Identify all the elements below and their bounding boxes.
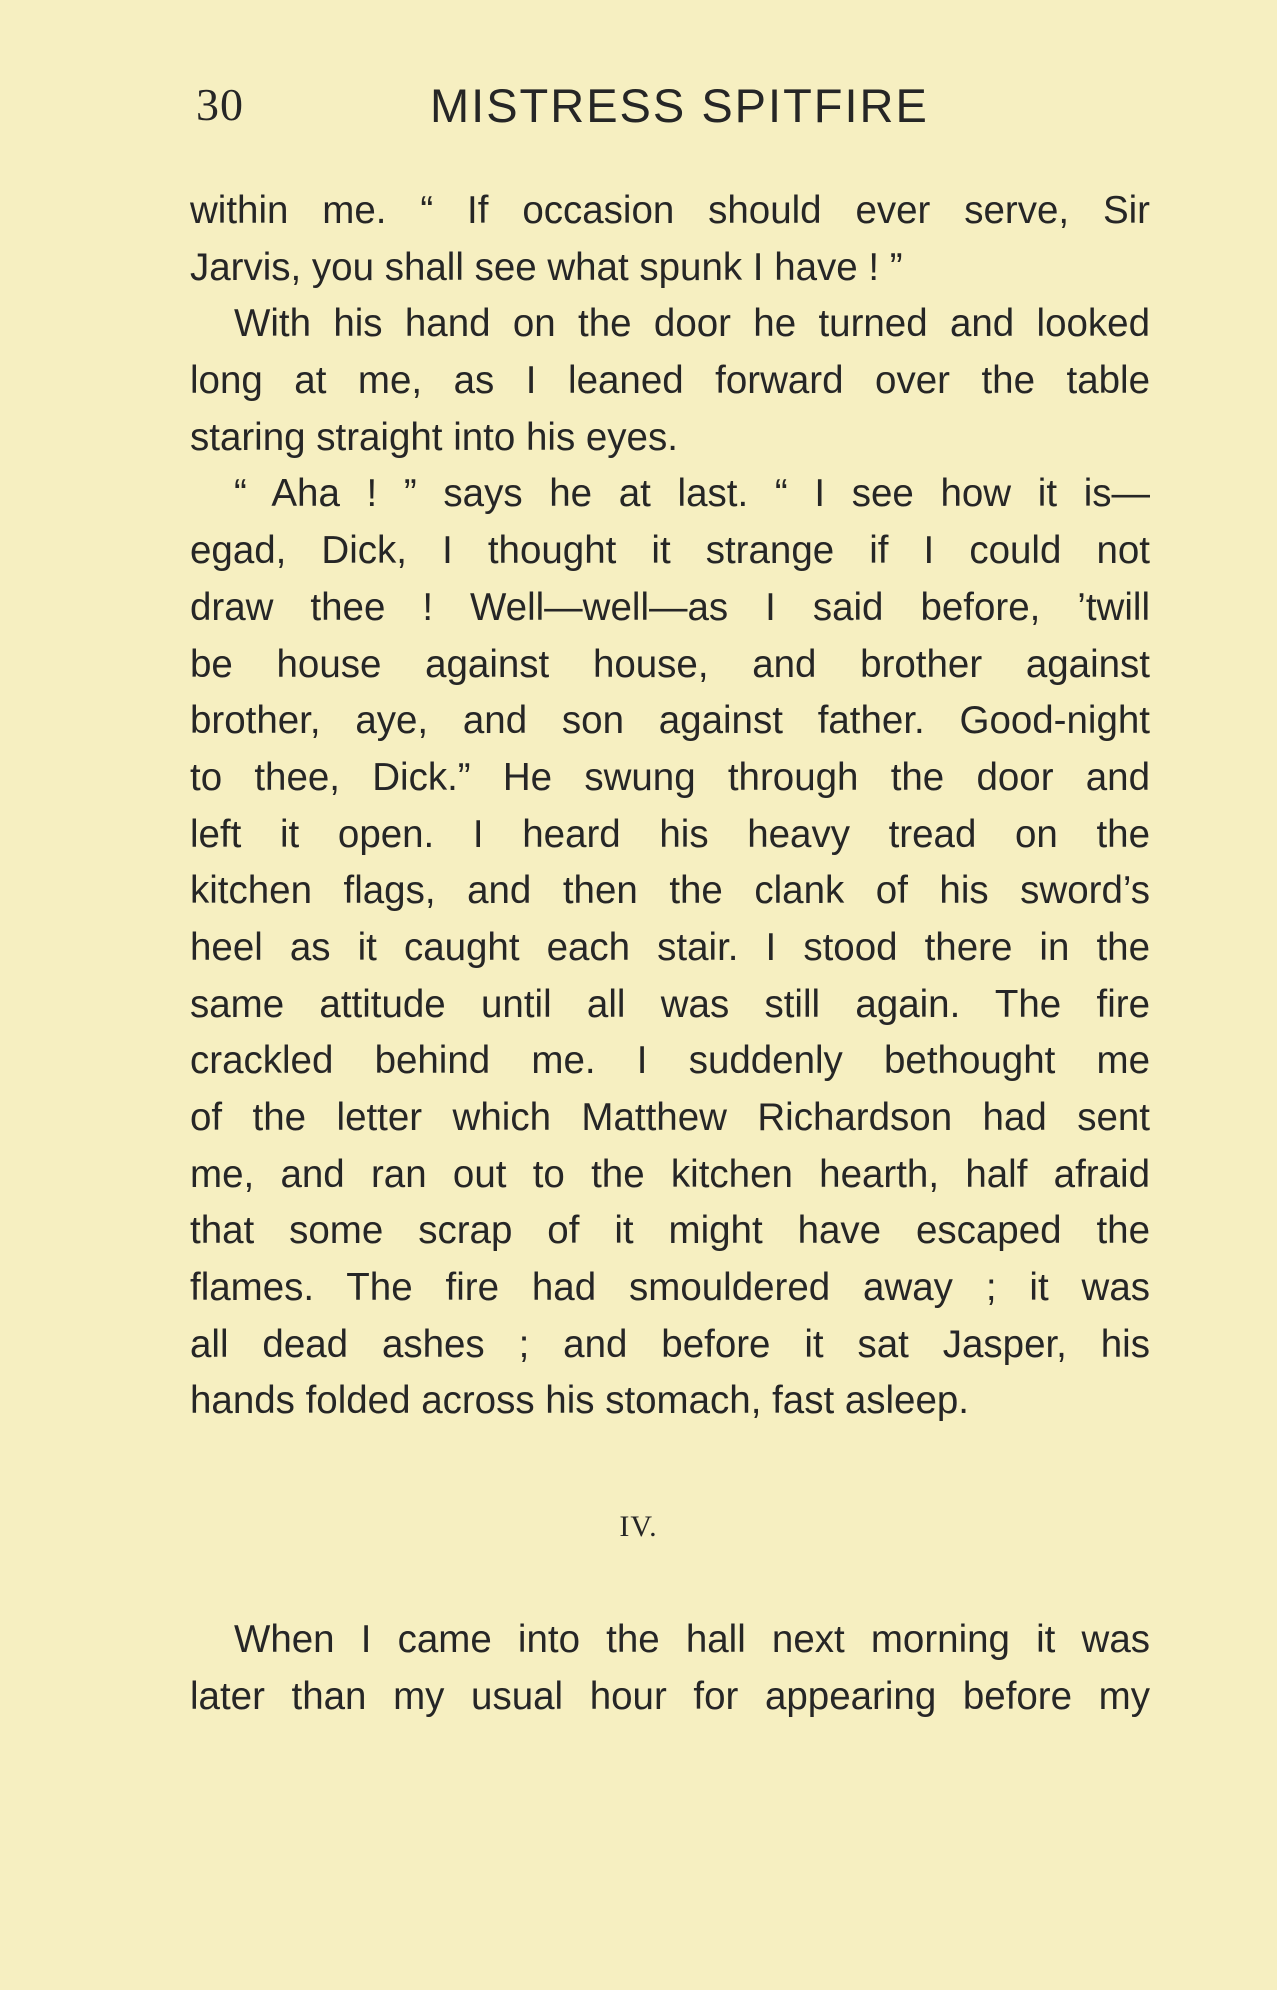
text-line: When I came into the hall next morning it was: [234, 1618, 1150, 1661]
text-line: same attitude until all was still again. The fire: [190, 982, 1150, 1026]
page-header: [196, 78, 1151, 138]
page-number: 30: [196, 79, 244, 130]
text-line: all dead ashes ; and before it sat Jasper, his: [190, 1322, 1150, 1366]
text-line: within me. “ If occasion should ever serve, Sir: [190, 189, 1150, 232]
text-line: heel as it caught each stair. I stood there in the: [190, 925, 1150, 969]
text-line: draw thee ! Well—well—as I said before, ’twill: [190, 585, 1150, 629]
text-line: “ Aha ! ” says he at last. “ I see how it is—: [234, 472, 1150, 516]
text-line: kitchen flags, and then the clank of his sword’s: [190, 869, 1150, 913]
text-line: me, and ran out to the kitchen hearth, half afraid: [190, 1152, 1150, 1196]
text-line: left it open. I heard his heavy tread on the: [190, 812, 1150, 856]
text-line: that some scrap of it might have escaped the: [190, 1209, 1150, 1253]
text-line: hands folded across his stomach, fast asleep.: [190, 1379, 969, 1423]
text-line: With his hand on the door he turned and looked: [234, 302, 1150, 346]
text-line: be house against house, and brother against: [190, 642, 1150, 686]
running-title: MISTRESS SPITFIRE: [430, 79, 929, 132]
text-line: flames. The fire had smouldered away ; it was: [190, 1266, 1150, 1310]
text-line: Jarvis, you shall see what spunk I have ! ”: [190, 245, 903, 289]
text-line: to thee, Dick.” He swung through the door and: [190, 755, 1150, 799]
text-line: later than my usual hour for appearing before my: [190, 1674, 1150, 1718]
body-text: [190, 183, 1150, 1430]
text-line: staring straight into his eyes.: [190, 415, 678, 459]
text-line: egad, Dick, I thought it strange if I could not: [190, 529, 1150, 573]
text-line: crackled behind me. I suddenly bethought me: [190, 1039, 1150, 1083]
text-line: long at me, as I leaned forward over the table: [190, 359, 1150, 403]
text-line: brother, aye, and son against father. Good-night: [190, 699, 1150, 743]
chapter-heading: IV.: [619, 1510, 658, 1543]
text-line: of the letter which Matthew Richardson had sent: [190, 1096, 1150, 1139]
chapter-opening-text: [190, 1612, 1150, 1725]
